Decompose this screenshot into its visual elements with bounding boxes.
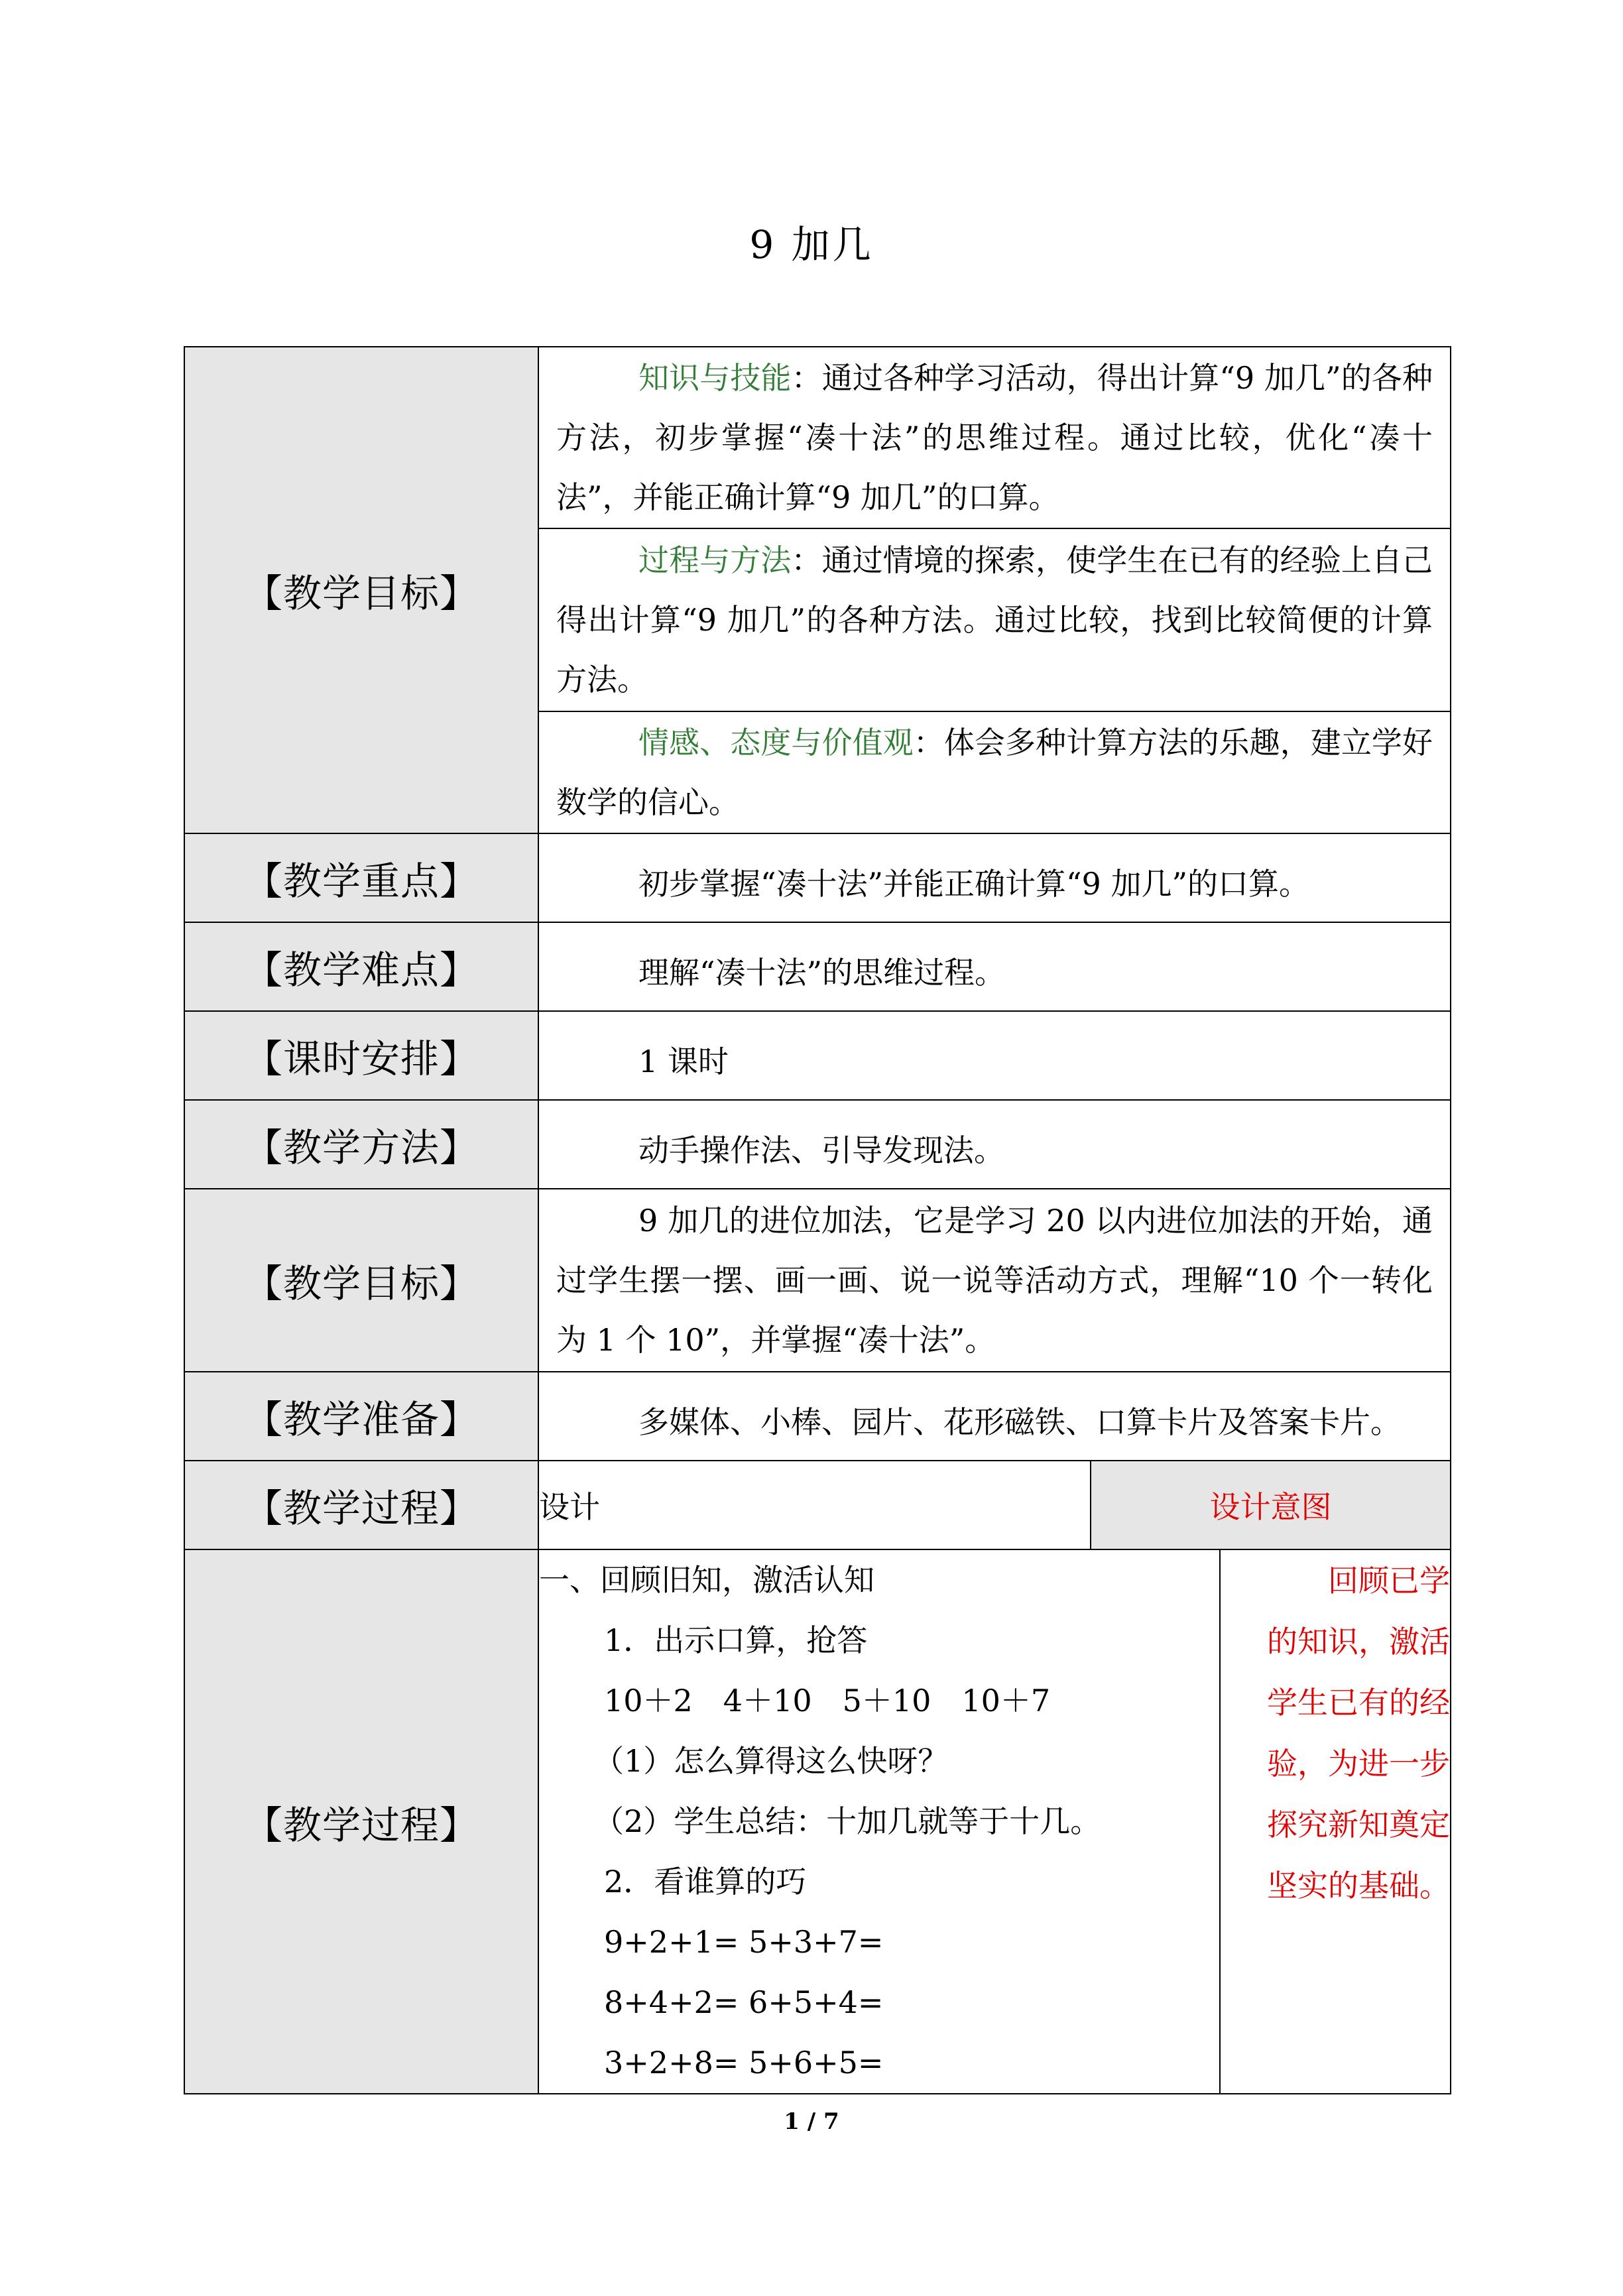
process-method-cell	[538, 528, 1451, 711]
knowledge-text: ：通过各种学习活动，得出计算“9 加几”的各种方法，初步掌握“凑十法”的思维过程。通过比较，优化“凑十法”，并能正确计算“9 加几”的口算。	[556, 360, 1433, 515]
page-number: 1 / 7	[784, 2108, 839, 2135]
process-line: （1）怎么算得这么快呀？	[593, 1743, 949, 1779]
process-line: 10＋2 4＋10 5＋10 10＋7	[604, 1683, 1051, 1719]
intent-line: 的知识，激活	[1267, 1624, 1450, 1660]
process-body-label: 【教学过程】	[184, 1549, 538, 2094]
process-design-content	[539, 1550, 1220, 2093]
process-intent-content	[1220, 1550, 1450, 2093]
process-header-label: 【教学过程】	[184, 1461, 538, 1549]
emotion-text: ：体会多种计算方法的乐趣，建立学好数学的信心。	[556, 725, 1433, 820]
schedule-text: 1 课时	[638, 1044, 729, 1079]
intent-line: 验，为进一步	[1267, 1746, 1450, 1782]
objectives2-label: 【教学目标】	[184, 1189, 538, 1372]
page-title: 9 加几	[749, 222, 874, 267]
process-line: 2．看谁算的巧	[604, 1864, 807, 1900]
difficulty-label: 【教学难点】	[184, 922, 538, 1011]
difficulty-text: 理解“凑十法”的思维过程。	[638, 955, 1006, 991]
process-line: （2）学生总结：十加几就等于十几。	[593, 1803, 1101, 1839]
preparation-text: 多媒体、小棒、园片、花形磁铁、口算卡片及答案卡片。	[638, 1404, 1401, 1440]
lesson-plan-table	[184, 346, 1451, 2094]
design-column-header: 设计	[539, 1461, 1091, 1549]
key-point-label: 【教学重点】	[184, 833, 538, 922]
knowledge-head: 知识与技能	[638, 360, 792, 396]
method-text: 动手操作法、引导发现法。	[638, 1132, 1004, 1168]
key-point-text: 初步掌握“凑十法”并能正确计算“9 加几”的口算。	[638, 866, 1309, 902]
emotion-head: 情感、态度与价值观	[638, 725, 914, 760]
process-line: 8+4+2= 6+5+4=	[604, 1984, 884, 2020]
intent-column-header: 设计意图	[1091, 1461, 1450, 1549]
knowledge-cell	[538, 347, 1451, 528]
emotion-cell	[538, 711, 1451, 833]
process-text: ：通过情境的探索，使学生在已有的经验上自己得出计算“9 加几”的各种方法。通过比较，找到比较简便的计算方法。	[556, 542, 1433, 697]
process-line: 9+2+1= 5+3+7=	[604, 1924, 884, 1960]
process-head: 过程与方法	[638, 542, 792, 578]
intent-line: 回顾已学	[1328, 1563, 1450, 1599]
process-line: 一、回顾旧知，激活认知	[539, 1562, 874, 1598]
objectives-label: 【教学目标】	[184, 347, 538, 833]
intent-line: 坚实的基础。	[1267, 1868, 1450, 1903]
method-label: 【教学方法】	[184, 1100, 538, 1189]
process-line: 3+2+8= 5+6+5=	[604, 2045, 884, 2081]
schedule-label: 【课时安排】	[184, 1011, 538, 1100]
process-line: 1．出示口算，抢答	[604, 1622, 868, 1658]
objectives2-text: 9 加几的进位加法，它是学习 20 以内进位加法的开始，通过学生摆一摆、画一画、说一说等活动方式，理解“10 个一转化为 1 个 10”，并掌握“凑十法”。	[556, 1203, 1433, 1358]
preparation-label: 【教学准备】	[184, 1372, 538, 1461]
intent-line: 探究新知奠定	[1267, 1807, 1450, 1843]
intent-line: 学生已有的经	[1267, 1685, 1450, 1721]
